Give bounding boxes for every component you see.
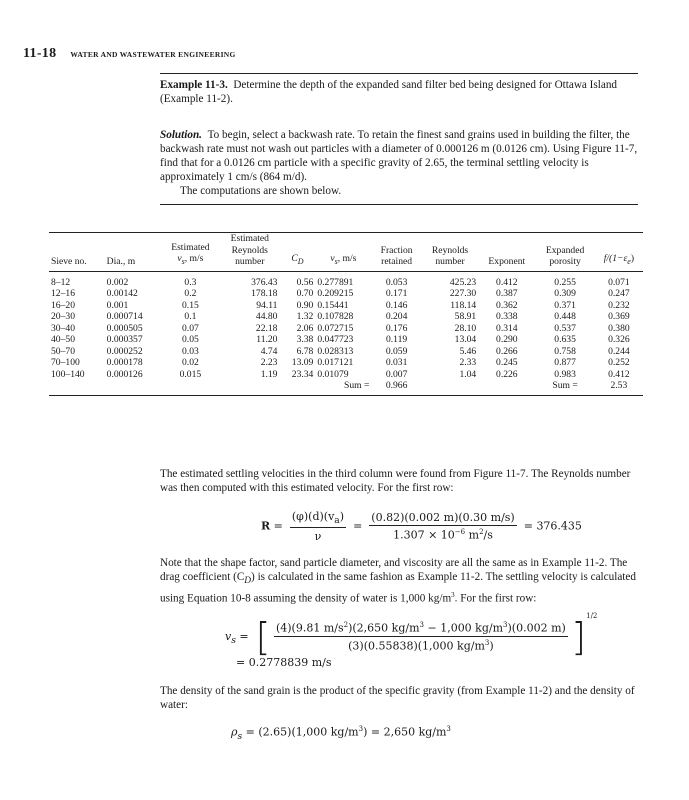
cell-rn-est: 2.23 [260, 357, 278, 368]
cell-vs-est: 0.1 [184, 311, 197, 322]
col-rn-est: Estimated Reynolds number [220, 233, 279, 272]
cell-vs: 0.15441 [317, 299, 349, 311]
cell-rn: 425.23 [449, 276, 477, 288]
cell-exponent: 0.387 [496, 288, 518, 299]
cell-rn-est: 94.11 [256, 299, 278, 311]
settling-velocity-result: = 0.2778839 m/s [236, 656, 332, 669]
cell-fraction: 0.119 [385, 334, 408, 345]
cell-rn: 5.46 [459, 345, 477, 357]
running-title: WATER AND WASTEWATER ENGINEERING [70, 50, 236, 59]
cell-ratio: 0.247 [608, 288, 630, 299]
cell-ratio: 0.252 [608, 357, 630, 368]
cell-vs: 0.017121 [317, 357, 354, 368]
cell-porosity: 0.758 [554, 345, 576, 357]
cell-exponent: 0.338 [496, 311, 518, 322]
cell-dia: 0.000505 [106, 322, 143, 334]
example-top-rule [160, 73, 638, 74]
cell-dia: 0.000357 [106, 334, 143, 345]
cell-rn-est: 44.80 [255, 311, 278, 322]
cell-vs: 0.072715 [317, 322, 354, 334]
cell-ratio: 0.326 [608, 334, 630, 345]
sieve-table [49, 232, 643, 396]
cell-sieve: 12–16 [51, 288, 75, 299]
table-row [49, 323, 643, 335]
grain-density-equation: $\rho_s = (2.65)(1,000$ $kg/m^3) = 2,650$ $kg/m^3$ [231, 725, 451, 742]
cell-ratio: 0.380 [608, 322, 630, 334]
cell-cd: 0.70 [296, 288, 314, 299]
table-row [49, 271, 643, 288]
cell-sieve: 8–12 [51, 276, 71, 288]
cell-porosity: 0.255 [554, 276, 576, 288]
table-header-row [49, 233, 643, 272]
cell-rn: 13.04 [454, 334, 477, 345]
reynolds-equation: R = $\frac{(\varphi)(d)(v_a)}{\nu}$ = $\frac{(0.82)(0.002 m)(0.30 m/s)}{1.307 \times 10^{-6} m^2/s}$ = 376.435 [261, 510, 582, 544]
cell-fraction: 0.007 [385, 368, 408, 380]
cell-vs-est: 0.03 [182, 345, 199, 357]
cell-vs-est: 0.05 [182, 334, 199, 345]
cell-exponent: 0.245 [496, 357, 518, 368]
cell-fraction: 0.053 [385, 276, 408, 288]
cell-dia: 0.001 [106, 299, 129, 311]
cell-vs: 0.047723 [317, 334, 354, 345]
cell-rn: 1.04 [459, 368, 477, 380]
cell-sieve: 50–70 [51, 345, 75, 357]
cell-dia: 0.00142 [106, 288, 138, 299]
solution-block [160, 128, 638, 198]
col-porosity: Expanded porosity [535, 233, 594, 272]
cell-fraction: 0.146 [385, 299, 408, 311]
col-rn: Reynolds number [422, 233, 478, 272]
cell-dia: 0.000252 [106, 345, 143, 357]
cell-dia: 0.000178 [106, 357, 143, 368]
cell-rn: 118.14 [450, 299, 477, 311]
sum-ratio: 2.53 [595, 380, 643, 395]
cell-dia: 0.002 [106, 276, 129, 288]
example-bottom-rule [160, 204, 638, 205]
cell-rn-est: 1.19 [260, 368, 278, 380]
cell-vs-est: 0.15 [182, 299, 199, 311]
cell-sieve: 40–50 [51, 334, 75, 345]
cell-ratio: 0.232 [608, 299, 630, 311]
page-header [23, 44, 236, 62]
cell-vs: 0.01079 [317, 368, 349, 380]
col-fraction: Fraction retained [371, 233, 421, 272]
sum-label: Sum = [315, 380, 371, 395]
col-exponent: Exponent [478, 233, 535, 272]
computations-note: The computations are shown below. [180, 185, 342, 197]
cell-sieve: 20–30 [51, 311, 75, 322]
solution-label: Solution. [160, 129, 202, 141]
cell-porosity: 0.537 [554, 322, 576, 334]
cell-fraction: 0.059 [385, 345, 408, 357]
sum-label: Sum = [535, 380, 594, 395]
cell-rn: 227.30 [449, 288, 477, 299]
col-sieve: Sieve no. [49, 233, 105, 272]
paragraph-drag: Note that the shape factor, sand particle diameter, and viscosity are all the same as in Example 11-2. The drag coefficient $(C_D)$ is calculated in the same fashion as Example 11-2. The settling velocity is calculated using Equation 10-8 assuming the density of water is 1,000 $kg/m^3$. For the first row: [160, 557, 636, 605]
cell-vs: 0.277891 [317, 276, 354, 288]
cell-cd: 13.09 [291, 357, 314, 368]
col-ratio: $f/(1-\varepsilon_e)$ [595, 233, 643, 272]
cell-ratio: 0.071 [608, 276, 630, 288]
table-row [49, 311, 643, 323]
cell-cd: 1.32 [296, 311, 314, 322]
table-row [49, 288, 643, 300]
cell-exponent: 0.412 [496, 276, 518, 288]
cell-ratio: 0.369 [608, 311, 630, 322]
paragraph-reynolds: The estimated settling velocities in the third column were found from Figure 11-7. The Reynolds number was then computed with this estimated velocity. For the first row: [160, 468, 631, 494]
cell-porosity: 0.983 [554, 368, 576, 380]
paragraph-density: The density of the sand grain is the product of the specific gravity (from Example 11-2) and the density of water: [160, 685, 635, 711]
table-row [49, 346, 643, 358]
table-sum-row [49, 380, 643, 395]
cell-rn-est: 178.18 [251, 288, 278, 299]
cell-porosity: 0.371 [554, 299, 576, 311]
cell-rn-est: 22.18 [255, 322, 278, 334]
cell-dia: 0.000126 [106, 368, 143, 380]
cell-cd: 6.78 [296, 345, 314, 357]
cell-vs-est: 0.3 [184, 276, 197, 288]
cell-vs-est: 0.2 [184, 288, 197, 299]
cell-rn: 28.10 [454, 322, 477, 334]
cell-ratio: 0.412 [608, 368, 630, 380]
table-row [49, 357, 643, 369]
cell-cd: 0.90 [296, 299, 314, 311]
cell-sieve: 16–20 [51, 299, 75, 311]
cell-exponent: 0.362 [496, 299, 518, 311]
cell-cd: 23.34 [291, 368, 314, 380]
cell-vs-est: 0.02 [182, 357, 199, 368]
cell-fraction: 0.204 [385, 311, 408, 322]
col-vs: $v_s$, m/s [315, 233, 371, 272]
cell-sieve: 100–140 [51, 368, 85, 380]
col-dia: Dia., m [105, 233, 161, 272]
col-vs-est: Estimated $v_s$, m/s [161, 233, 220, 272]
cell-vs-est: 0.07 [182, 322, 199, 334]
cell-fraction: 0.176 [385, 322, 408, 334]
cell-vs: 0.028313 [317, 345, 354, 357]
cell-fraction: 0.031 [385, 357, 408, 368]
cell-exponent: 0.314 [496, 322, 518, 334]
example-text: Determine the depth of the expanded sand filter bed being designed for Ottawa Island (Example 11-2). [160, 79, 618, 105]
cell-cd: 2.06 [296, 322, 314, 334]
cell-fraction: 0.171 [385, 288, 408, 299]
cell-exponent: 0.226 [496, 368, 518, 380]
table-body [49, 271, 643, 395]
cell-sieve: 30–40 [51, 322, 75, 334]
cell-rn-est: 376.43 [251, 276, 278, 288]
table-row [49, 369, 643, 381]
example-statement [160, 78, 638, 106]
cell-exponent: 0.266 [496, 345, 518, 357]
cell-rn: 2.33 [459, 357, 477, 368]
table-row [49, 334, 643, 346]
example-label: Example 11-3. [160, 79, 228, 91]
cell-cd: 0.56 [296, 276, 314, 288]
cell-vs-est: 0.015 [179, 368, 202, 380]
solution-text: To begin, select a backwash rate. To retain the finest sand grains used in building the filter, the backwash rate must not wash out particles with a diameter of 0.000126 m (0.0126 cm). Using Figure 11-7, find that for a 0.0126 cm particle with a specific gravity of 2.65, the terminal settling velocity is approximately 1 cm/s (864 m/d). [160, 129, 638, 183]
cell-vs: 0.209215 [317, 288, 354, 299]
settling-velocity-equation: $v_s$ = [ $\frac{(4)(9.81 m/s^2)(2,650 kg/m^3 - 1,000 kg/m^3)(0.002 m)}{(3)(0.55838)(1,000 kg/m^3)}$ ]$^{1/2}$ [225, 612, 598, 659]
cell-rn-est: 11.20 [256, 334, 278, 345]
cell-sieve: 70–100 [51, 357, 80, 368]
cell-cd: 3.38 [296, 334, 314, 345]
cell-dia: 0.000714 [106, 311, 143, 322]
cell-porosity: 0.635 [554, 334, 576, 345]
cell-vs: 0.107828 [317, 311, 354, 322]
col-cd: $C_D$ [279, 233, 315, 272]
table-row [49, 300, 643, 312]
sum-fraction: 0.966 [371, 380, 421, 395]
page-number: 11-18 [23, 46, 57, 61]
cell-ratio: 0.244 [608, 345, 630, 357]
cell-porosity: 0.877 [554, 357, 576, 368]
cell-porosity: 0.448 [554, 311, 576, 322]
cell-rn-est: 4.74 [260, 345, 278, 357]
cell-exponent: 0.290 [496, 334, 518, 345]
cell-rn: 58.91 [454, 311, 477, 322]
cell-porosity: 0.309 [554, 288, 576, 299]
